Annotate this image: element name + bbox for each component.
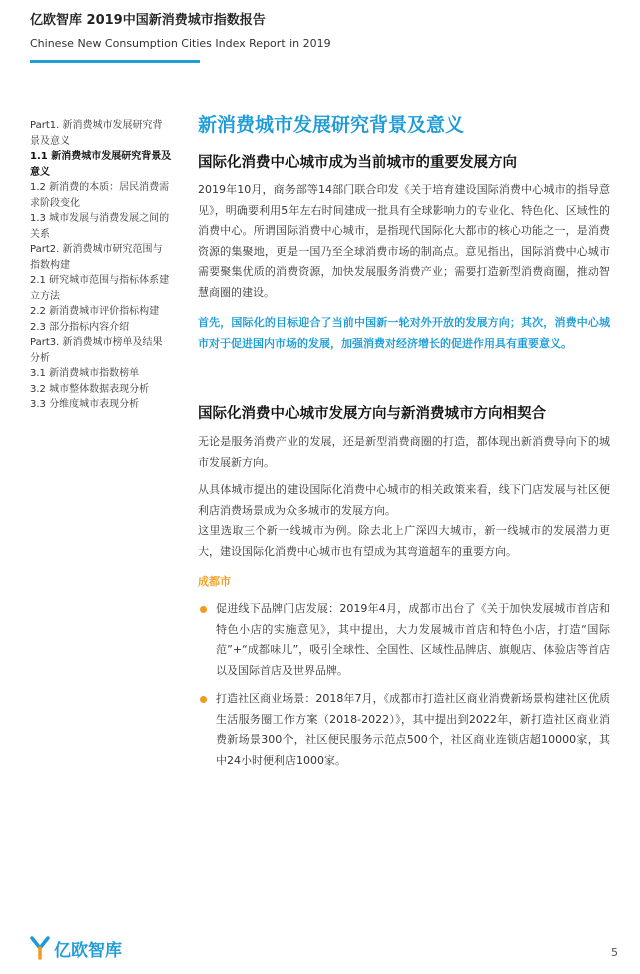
city-label: 成都市: [198, 575, 231, 588]
toc-item[interactable]: 3.2 城市整体数据表现分析: [30, 383, 150, 395]
toc-item-active[interactable]: 1.1 新消费城市发展研究背景及意义: [30, 151, 172, 178]
subheading: 国际化消费中心城市发展方向与新消费城市方向相契合: [198, 406, 546, 422]
body-paragraph: 这里选取三个新一线城市为例。除去北上广深四大城市，新一线城市的发展潜力更大，建设国际化消费中心城市也有望成为其弯道超车的重要方向。: [198, 524, 610, 558]
toc-item[interactable]: 2.3 部分指标内容介绍: [30, 321, 130, 333]
body-paragraph: 无论是服务消费产业的发展，还是新型消费商圈的打造，都体现出新消费导向下的城市发展新方向。: [198, 435, 610, 469]
report-subtitle: Chinese New Consumption Cities Index Report in 2019: [30, 37, 331, 50]
highlight-paragraph: 首先，国际化的目标迎合了当前中国新一轮对外开放的发展方向；其次，消费中心城市对于促进国内市场的发展，加强消费对经济增长的促进作用具有重要意义。: [198, 316, 610, 350]
toc-item[interactable]: Part2. 新消费城市研究范围与指数构建: [30, 244, 163, 271]
logo-text: 亿欧智库: [54, 940, 122, 961]
list-item-text: 打造社区商业场景：2018年7月，《成都市打造社区商业消费新场景构建社区优质生活服务圈工作方案（2018-2022）》，其中提出到2022年，新打造社区商业消费新场景300个，社区便民服务示范点500个，社区商业连锁店超10000家，其中24小时便利店1000家。: [216, 692, 610, 767]
table-of-contents: [30, 118, 172, 413]
subheading: 国际化消费中心城市成为当前城市的重要发展方向: [198, 155, 517, 171]
header-divider: [30, 60, 200, 63]
bullet-dot-icon: [200, 606, 207, 613]
section-title: 新消费城市发展研究背景及意义: [198, 114, 465, 136]
toc-item[interactable]: Part3. 新消费城市榜单及结果分析: [30, 337, 163, 364]
body-paragraph: 2019年10月，商务部等14部门联合印发《关于培育建设国际消费中心城市的指导意见》，明确要利用5年左右时间建成一批具有全球影响力的专业化、特色化、区域性的消费中心。所谓国际消费中心城市，是指现代国际化大都市的核心功能之一，是消费资源的集聚地，更是一国乃至全球消费市场的制高点。意见指出，国际消费中心城市需要聚集优质的消费资源，加快发展服务消费产业；需要打造新型消费商圈，推动智慧商圈的建设。: [198, 183, 610, 299]
list-item: [198, 689, 610, 771]
toc-item[interactable]: 2.1 研究城市范围与指标体系建立方法: [30, 275, 170, 302]
footer-logo: [30, 935, 122, 961]
body-paragraph: 从具体城市提出的建设国际化消费中心城市的相关政策来看，线下门店发展与社区便利店消费场景成为众多城市的发展方向。: [198, 483, 610, 517]
toc-item[interactable]: 1.3 城市发展与消费发展之间的关系: [30, 213, 170, 240]
toc-item[interactable]: 3.3 分维度城市表现分析: [30, 399, 140, 410]
bullet-dot-icon: [200, 696, 207, 703]
toc-item[interactable]: Part1. 新消费城市发展研究背景及意义: [30, 120, 163, 147]
page-number: 5: [611, 946, 618, 959]
toc-item[interactable]: 2.2 新消费城市评价指标构建: [30, 306, 160, 317]
toc-item[interactable]: 1.2 新消费的本质：居民消费需求阶段变化: [30, 182, 170, 209]
list-item-text: 促进线下品牌门店发展：2019年4月，成都市出台了《关于加快发展城市首店和特色小店的实施意见》，其中提出，大力发展城市首店和特色小店，打造“国际范”+“成都味儿”，吸引全球性、全国性、区域性品牌店、旗舰店、体验店等首店以及国际首店及世界品牌。: [216, 602, 610, 677]
report-title: 亿欧智库 2019中国新消费城市指数报告: [30, 13, 266, 28]
toc-item[interactable]: 3.1 新消费城市指数榜单: [30, 368, 140, 379]
brand-logo-icon: [30, 936, 50, 960]
list-item: [198, 599, 610, 681]
